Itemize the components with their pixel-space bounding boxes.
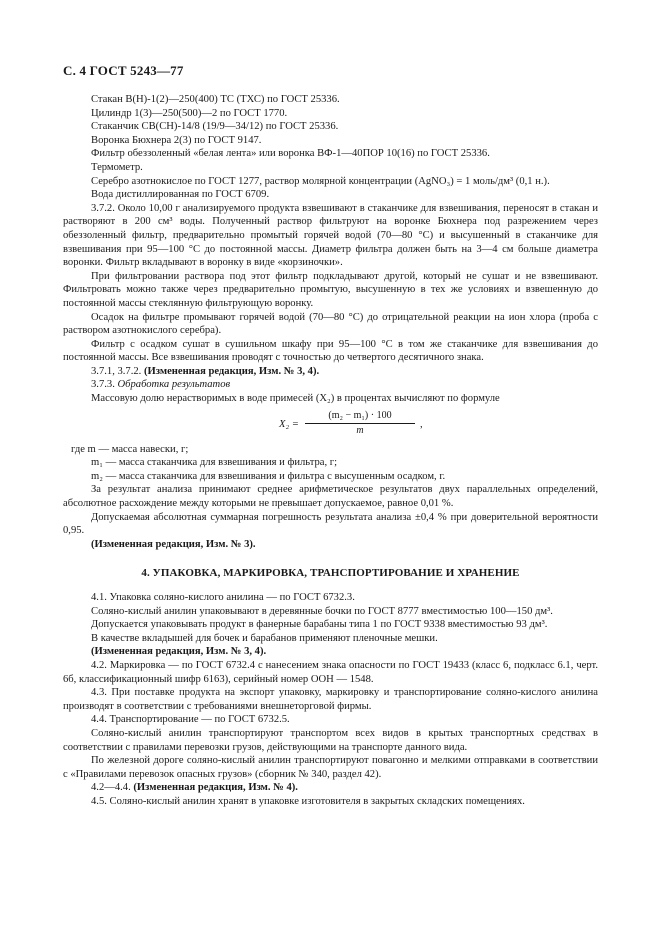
where-item: m₁ — масса стаканчика для взвешивания и фильтра, г; [91, 457, 338, 469]
equipment-item: Цилиндр 1(3)—250(500)—2 по ГОСТ 1770. [91, 107, 288, 119]
section-title: Обработка результатов [117, 379, 231, 391]
paragraph-4-1-barrels: Соляно-кислый анилин упаковывают в деревянные бочки по ГОСТ 8777 вместимостью 100—150 дм³. [91, 605, 553, 617]
document-body [63, 93, 598, 809]
paragraph-4-4: 4.4. Транспортирование — по ГОСТ 6732.5. [91, 714, 290, 726]
paragraph-4-1-drums: Допускается упаковывать продукт в фанерные барабаны типа 1 по ГОСТ 9338 вместимостью 93 дм³. [91, 619, 548, 631]
reagent-silver-nitrate: Серебро азотнокислое по ГОСТ 1277, раствор молярной концентрации (AgNO₃) = 1 моль/дм³ (0,1 н.). [91, 175, 550, 187]
paragraph-4-4-transport: Соляно-кислый анилин транспортируют транспортом всех видов в крытых транспортных средствах в соответствии с правилами перевозки грузов, действующими на транспорте данного вида. [63, 727, 598, 753]
paragraph-mass-fraction: Массовую долю нерастворимых в воде примесей (X₂) в процентах вычисляют по формуле [91, 393, 500, 405]
edit-note-ref: 3.7.1, 3.7.2. [91, 365, 142, 377]
paragraph-3-7-2: 3.7.2. Около 10,00 г анализируемого продукта взвешивают в стаканчике для взвешивания, переносят в стакан и растворяют в 200 см³ воды. Полученный раствор фильтруют на воронке Бюхнера под разрежением через обеззоленный фильтр, предварительно промытый горячей водой (70—80 °С) и высушенный в стаканчике для взвешивания при 95—100 °С до постоянной массы. Диаметр фильтра должен быть на 3—4 см больше диаметра воронки. Фильтр вкладывают в воронку в виде «корзиночки». [63, 202, 598, 269]
edit-note-text: (Измененная редакция, Изм. № 3, 4). [143, 365, 320, 377]
formula-denominator: m [356, 425, 364, 437]
formula [63, 409, 598, 441]
edit-note-4-2-4-4 [63, 781, 598, 795]
page-header: С. 4 ГОСТ 5243—77 [63, 63, 184, 78]
formula-tail: , [420, 418, 423, 430]
paragraph-error: Допускаемая абсолютная суммарная погрешность результата анализа ±0,4 % при доверительной вероятности 0,95. [63, 511, 598, 537]
edit-note-text: (Измененная редакция, Изм. № 4). [133, 782, 298, 794]
where-item: где m — масса навески, г; [71, 443, 189, 455]
paragraph-4-1: 4.1. Упаковка соляно-кислого анилина — по ГОСТ 6732.3. [91, 592, 355, 603]
edit-note-ref: 4.2—4.4. [91, 782, 131, 794]
paragraph-4-1-liners: В качестве вкладышей для бочек и барабанов применяют пленочные мешки. [91, 632, 438, 644]
formula-fraction [305, 409, 415, 438]
formula-lhs: X₂ = [279, 418, 299, 430]
section-number: 3.7.3. [91, 379, 115, 391]
edit-note-3-7 [63, 365, 598, 379]
edit-note-4-1: (Измененная редакция, Изм. № 3, 4). [91, 646, 267, 658]
paragraph-filtering: При фильтровании раствора под этот фильтр подкладывают другой, который не сушат и не взвешивают. Фильтровать можно также через предварительно промытую, высушенную в тех же условиях и взвешенную до постоянной массы стеклянную фильтрующую воронку. [63, 270, 598, 309]
equipment-item: Стакан В(Н)-1(2)—250(400) ТС (ТХС) по ГОСТ 25336. [91, 94, 340, 105]
equipment-item: Термометр. [91, 161, 143, 173]
paragraph-4-3: 4.3. При поставке продукта на экспорт упаковку, маркировку и транспортирование соляно-кислого анилина производят в соответствии с требованиями внешнеторговой фирмы. [63, 687, 598, 712]
paragraph-4-5: 4.5. Соляно-кислый анилин хранят в упаковке изготовителя в закрытых складских помещениях. [91, 795, 525, 807]
formula-numerator: (m₂ − m₁) · 100 [305, 409, 415, 425]
paragraph-4-2: 4.2. Маркировка — по ГОСТ 6732.4 с нанесением знака опасности по ГОСТ 19433 (класс 6, подкласс 6.1, черт. 6б, классификационный шифр 6163), серийный номер ООН — 1548. [63, 659, 598, 685]
equipment-item: Воронка Бюхнера 2(3) по ГОСТ 9147. [91, 134, 262, 146]
equipment-item: Фильтр обеззоленный «белая лента» или воронка ВФ-1—40ПОР 10(16) по ГОСТ 25336. [91, 148, 490, 160]
paragraph-drying: Фильтр с осадком сушат в сушильном шкафу при 95—100 °С в том же стаканчике для взвешивания до постоянной массы. Все взвешивания проводят с точностью до четвертого десятичного знака. [63, 338, 598, 364]
section-4-heading: 4. УПАКОВКА, МАРКИРОВКА, ТРАНСПОРТИРОВАНИЕ И ХРАНЕНИЕ [141, 567, 520, 580]
where-item: m₂ — масса стаканчика для взвешивания и фильтра с высушенным осадком, г. [91, 470, 446, 482]
paragraph-4-4-railway: По железной дороге соляно-кислый анилин транспортируют повагонно и мелкими отправками в соответствии с «Правилами перевозок опасных грузов» (сборник № 340, раздел 42). [63, 755, 598, 780]
equipment-item: Стаканчик СВ(СН)-14/8 (19/9—34/12) по ГОСТ 25336. [91, 121, 339, 133]
edit-note-3-7-b: (Измененная редакция, Изм. № 3). [91, 538, 256, 550]
paragraph-result: За результат анализа принимают среднее арифметическое результатов двух параллельных определений, абсолютное расхождение между которыми не превышает допускаемое, равное 0,01 %. [63, 484, 598, 510]
paragraph-sediment: Осадок на фильтре промывают горячей водой (70—80 °С) до отрицательной реакции на ион хлора (проба с раствором азотнокислого серебра). [63, 311, 598, 337]
reagent-water: Вода дистиллированная по ГОСТ 6709. [91, 189, 270, 201]
paragraph-3-7-3 [63, 378, 598, 392]
